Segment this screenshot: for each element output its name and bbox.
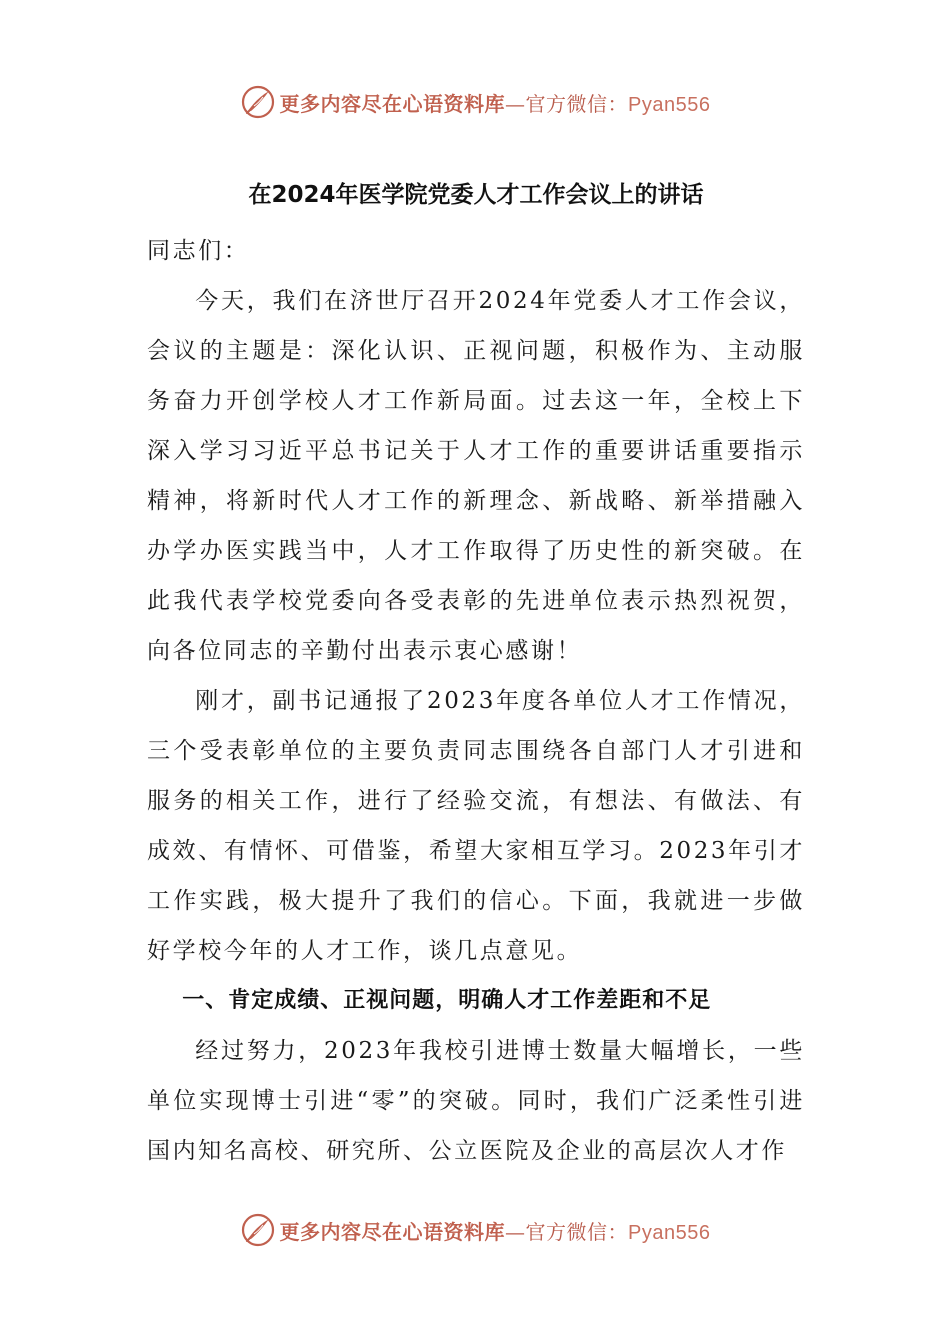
watermark-text <box>280 1216 711 1245</box>
section-heading-1: 一、肯定成绩、正视问题，明确人才工作差距和不足 <box>182 988 712 1013</box>
watermark-main-text: 更多内容尽在心语资料库 <box>279 1219 506 1244</box>
watermark-separator: — <box>505 1219 526 1244</box>
salutation: 同志们： <box>147 238 250 264</box>
document-body <box>147 170 805 1176</box>
watermark-banner-top <box>0 80 950 124</box>
quill-pen-logo-icon <box>240 84 276 120</box>
watermark-wechat-id: Pyan556 <box>628 93 711 116</box>
watermark-wechat-id: Pyan556 <box>628 1221 711 1244</box>
watermark-main-text: 更多内容尽在心语资料库 <box>279 91 506 116</box>
watermark-wechat-label: 官方微信： <box>525 91 629 116</box>
watermark-banner-bottom <box>0 1208 950 1252</box>
paragraph-2: 刚才，副书记通报了2023年度各单位人才工作情况，三个受表彰单位的主要负责同志围绕各自部门人才引进和服务的相关工作，进行了经验交流，有想法、有做法、有成效、有情怀、可借鉴，希望大家相互学习。2023年引才工作实践，极大提升了我们的信心。下面，我就进一步做好学校今年的人才工作，谈几点意见。 <box>147 688 805 964</box>
watermark-separator: — <box>505 91 526 116</box>
paragraph-1: 今天，我们在济世厅召开2024年党委人才工作会议，会议的主题是：深化认识、正视问题，积极作为、主动服务奋力开创学校人才工作新局面。过去这一年，全校上下深入学习习近平总书记关于人才工作的重要讲话重要指示精神，将新时代人才工作的新理念、新战略、新举措融入办学办医实践当中，人才工作取得了历史性的新突破。在此我代表学校党委向各受表彰的先进单位表示热烈祝贺，向各位同志的辛勤付出表示衷心感谢！ <box>147 288 805 664</box>
section-1-paragraph: 经过努力，2023年我校引进博士数量大幅增长，一些单位实现博士引进“零”的突破。同时，我们广泛柔性引进国内知名高校、研究所、公立医院及企业的高层次人才作 <box>147 1038 805 1164</box>
watermark-wechat-label: 官方微信： <box>525 1219 629 1244</box>
quill-pen-logo-icon <box>240 1212 276 1248</box>
document-title: 在2024年医学院党委人才工作会议上的讲话 <box>248 182 704 208</box>
watermark-text <box>280 88 711 117</box>
